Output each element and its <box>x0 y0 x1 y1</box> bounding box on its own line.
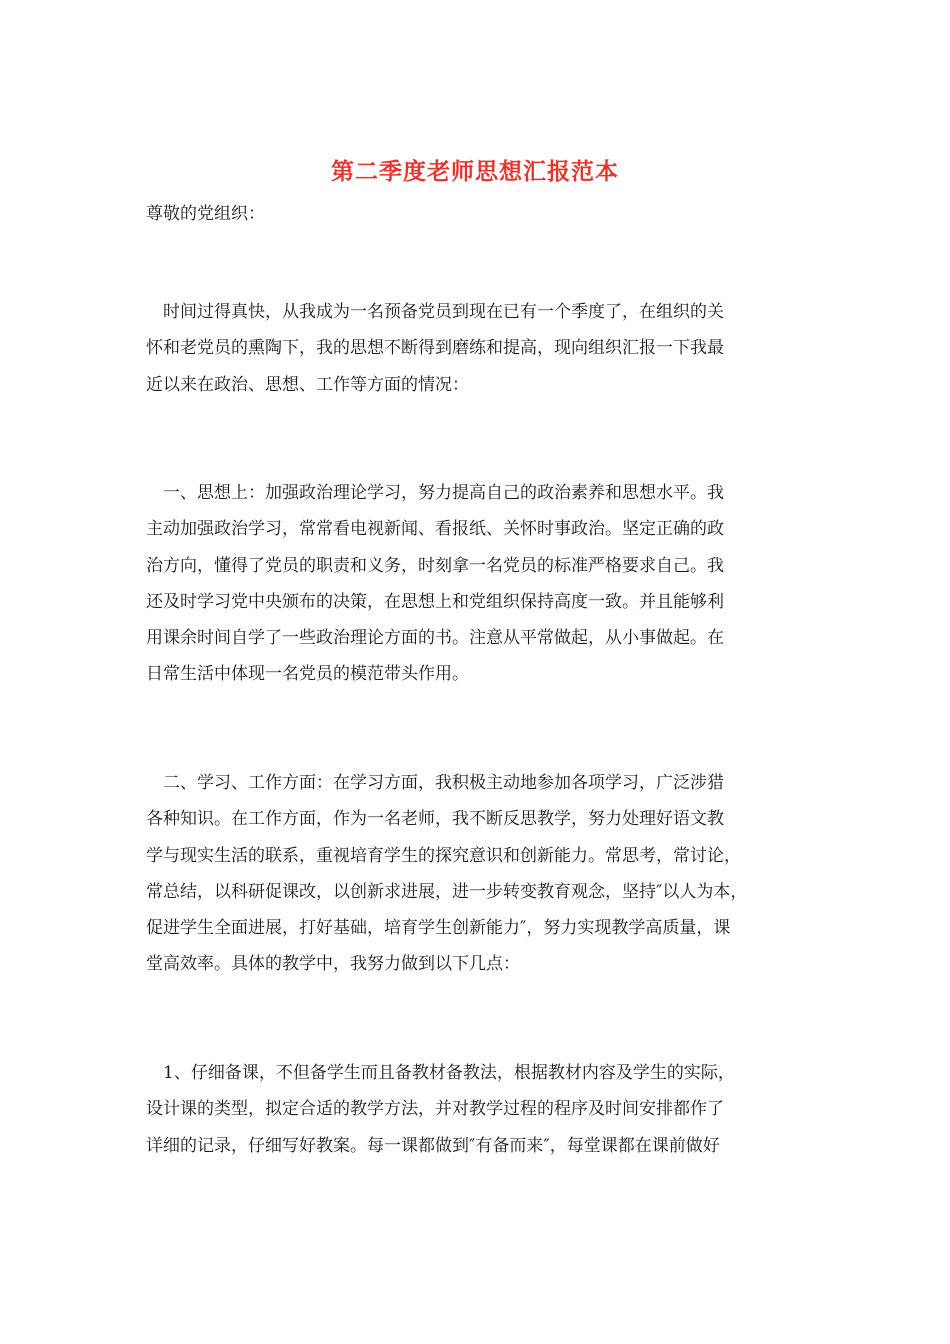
paragraph-intro <box>146 294 814 403</box>
paragraph-lesson-prep <box>146 1055 814 1164</box>
paragraph-line: 各种知识。在工作方面，作为一名老师，我不断反思教学，努力处理好语文教 <box>146 809 724 830</box>
paragraph-line: 怀和老党员的熏陶下，我的思想不断得到磨练和提高，现向组织汇报一下我最 <box>146 338 724 359</box>
paragraph-line: 促进学生全面进展，打好基础，培育学生创新能力″，努力实现教学高质量，课 <box>146 918 731 939</box>
paragraph-line: 一、思想上：加强政治理论学习，努力提高自己的政治素养和思想水平。我 <box>163 483 724 503</box>
paragraph-line: 学与现实生活的联系，重视培育学生的探究意识和创新能力。常思考，常讨论， <box>146 845 741 866</box>
paragraph-line: 治方向，懂得了党员的职责和义务，时刻拿一名党员的标准严格要求自己。我 <box>146 555 724 576</box>
paragraph-line: 常总结，以科研促课改，以创新求进展，进一步转变教育观念，坚持″以人为本， <box>146 881 748 902</box>
paragraph-line: 二、学习、工作方面：在学习方面，我积极主动地参加各项学习，广泛涉猎 <box>163 773 724 793</box>
paragraph-line: 日常生活中体现一名党员的模范带头作用。 <box>146 664 469 685</box>
document-title: 第二季度老师思想汇报范本 <box>331 158 619 185</box>
paragraph-line: 还及时学习党中央颁布的决策，在思想上和党组织保持高度一致。并且能够利 <box>146 591 724 612</box>
paragraph-study-work <box>146 765 814 983</box>
paragraph-line: 时间过得真快，从我成为一名预备党员到现在已有一个季度了，在组织的关 <box>163 302 724 322</box>
paragraph-line: 堂高效率。具体的教学中，我努力做到以下几点： <box>146 954 520 975</box>
paragraph-line: 用课余时间自学了一些政治理论方面的书。注意从平常做起，从小事做起。在 <box>146 628 724 649</box>
paragraph-line: 详细的记录，仔细写好教案。每一课都做到″有备而来″，每堂课都在课前做好 <box>146 1135 720 1156</box>
salutation: 尊敬的党组织： <box>146 204 265 224</box>
paragraph-line: 近以来在政治、思想、工作等方面的情况： <box>146 374 469 395</box>
paragraph-line: 主动加强政治学习，常常看电视新闻、看报纸、关怀时事政治。坚定正确的政 <box>146 519 724 540</box>
paragraph-line: 1、仔细备课，不但备学生而且备教材备教法，根据教材内容及学生的实际， <box>163 1063 735 1083</box>
paragraph-thought <box>146 475 814 693</box>
paragraph-line: 设计课的类型，拟定合适的教学方法，并对教学过程的程序及时间安排都作了 <box>146 1099 724 1120</box>
